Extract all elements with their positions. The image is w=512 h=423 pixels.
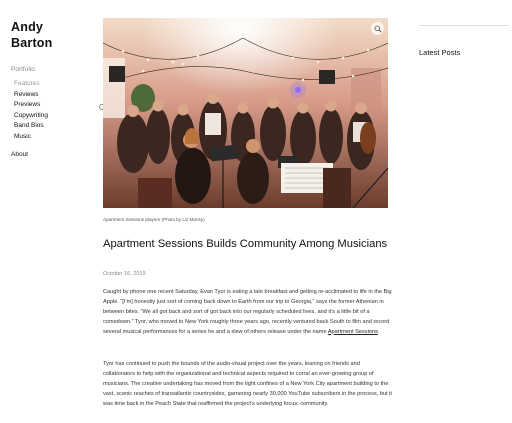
expand-icon (374, 25, 382, 33)
site-title-line-2: Barton (11, 36, 53, 50)
post-paragraph-2: Tyor has continued to push the bounds of the audio-visual project over the years, leaning on friends and collaborators to help with the organizational and technical aspects required to corral an ever-growing group of musicians. The creative undertaking has moved from the tight confines of a New York City apartment building to the vast, scenic reaches of transatlantic countrysides, garnering nearly 30,000 YouTube subscribers in the process, but it was time back in the Peach State that reaffirmed the project’s underlying focus: community. (103, 361, 392, 407)
nav-item-features[interactable]: Features (14, 80, 40, 87)
site-title[interactable] (11, 19, 91, 51)
main-nav (11, 65, 91, 142)
post-title: Apartment Sessions Builds Community Among Musicians (103, 238, 388, 250)
nav-item-reviews[interactable]: Reviews (14, 90, 39, 98)
post-date: October 16, 2019 (103, 271, 146, 277)
paragraph-1-text: Caught by phone one recent Saturday, Evan Tyor is eating a late breakfast and getting re-acclimated to life in the Big Apple. “[I’m] honestly just sort of coming back down to Earth from our trip to Georgia,” says the former Athenian in between bites. “We all got back and sort of got back into our regularly scheduled lives, and it’s a little bit of a comedown.” Tyor, who moved to New York roughly three years ago, recently ventured back South to film and record several musical performances for a series he and a slew of others release under the name (103, 289, 392, 335)
apartment-sessions-link[interactable]: Apartment Sessions (327, 328, 378, 335)
nav-item-copywriting[interactable]: Copywriting (14, 111, 48, 119)
nav-item-previews[interactable]: Previews (14, 101, 41, 108)
nav-item-band-bios[interactable]: Band Bios (14, 122, 44, 129)
site-title-line-1: Andy (11, 20, 44, 34)
nav-item-about[interactable]: About (11, 151, 28, 158)
image-caption: Apartment Sessions players (Photo by Liz Mansy) (103, 217, 205, 222)
nav-item-music[interactable]: Music (14, 132, 31, 140)
hero-image (103, 18, 388, 208)
expand-image-button[interactable] (371, 22, 384, 35)
post-paragraph-1 (103, 288, 393, 338)
latest-posts-heading: Latest Posts (419, 48, 461, 57)
hero-photo-illustration (103, 18, 388, 208)
sidebar-divider (419, 25, 509, 26)
paragraph-1-end: . (377, 328, 380, 335)
nav-section-portfolio[interactable]: Portfolio (11, 66, 35, 73)
